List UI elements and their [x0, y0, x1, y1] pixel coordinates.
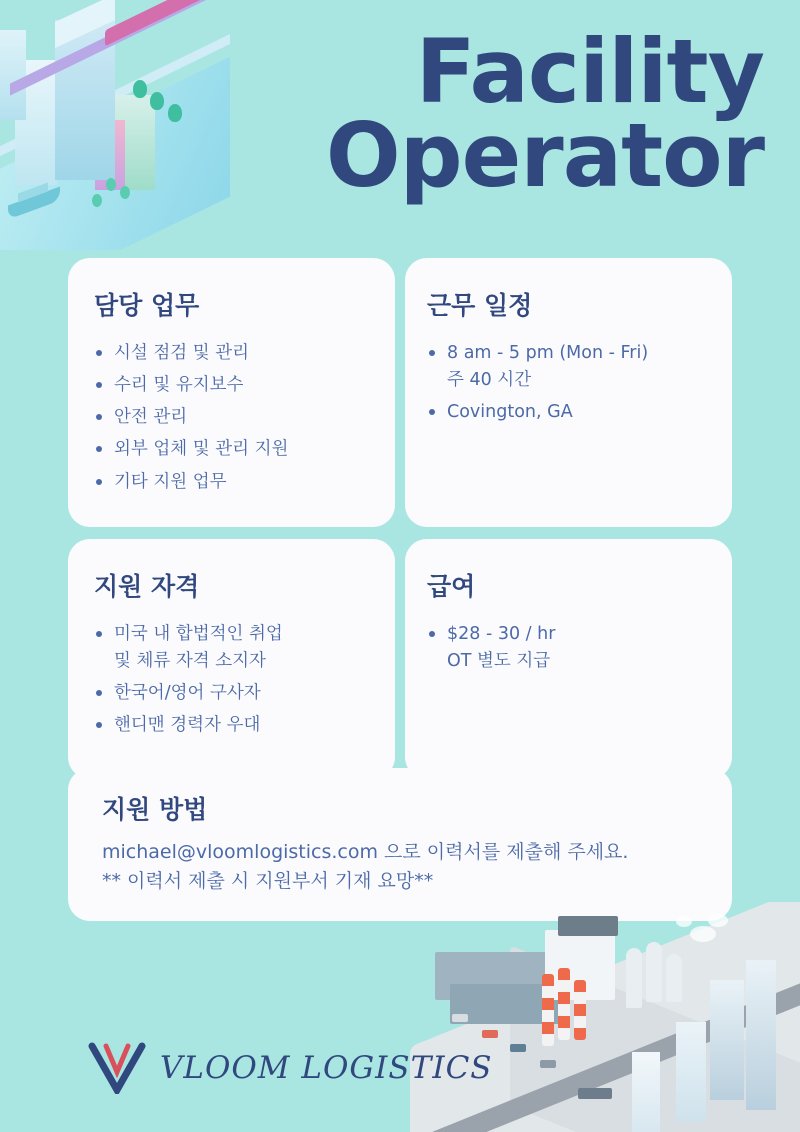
factory-roof: [558, 916, 618, 936]
list-item: 시설 점검 및 관리: [94, 340, 369, 367]
smokestack-icon: [558, 968, 570, 1040]
shrub-icon: [92, 194, 102, 207]
vloom-v-mark-icon: [88, 1042, 146, 1094]
card-qualifications-heading: 지원 자격: [94, 571, 200, 601]
vehicle-icon: [510, 1044, 526, 1052]
card-qualifications: [68, 539, 395, 779]
building-small: [0, 30, 26, 120]
list-item: 안전 관리: [94, 404, 369, 431]
info-card-grid: [68, 258, 732, 779]
list-item: [427, 340, 706, 394]
card-duties-heading: 담당 업무: [94, 291, 200, 320]
card-apply: [68, 768, 732, 921]
smoke-puff: [676, 916, 692, 927]
vehicle-icon: [482, 1030, 498, 1038]
logo-wordmark: VLOOM LOGISTICS: [160, 1050, 493, 1086]
card-apply-heading: 지원 방법: [102, 795, 208, 824]
list-item: 외부 업체 및 관리 지원: [94, 436, 369, 463]
card-qualifications-list: [94, 621, 369, 740]
vehicle-icon: [540, 1060, 556, 1068]
list-item: [427, 621, 706, 675]
card-schedule: [405, 258, 732, 527]
smokestack-icon: [574, 980, 586, 1040]
office-tower: [632, 1052, 660, 1132]
card-pay-list: [427, 621, 706, 675]
card-schedule-list: [427, 340, 706, 426]
card-duties-list: [94, 340, 369, 496]
office-tower: [710, 980, 744, 1100]
card-pay-heading: 급여: [427, 571, 476, 601]
list-item: 핸디맨 경력자 우대: [94, 712, 369, 739]
silo-icon: [626, 948, 642, 1008]
decorative-city-illustration-bottom: [390, 902, 800, 1132]
smokestack-icon: [542, 974, 554, 1046]
office-tower: [676, 1022, 706, 1122]
card-schedule-heading: 근무 일정: [427, 291, 533, 320]
list-item: 한국어/영어 구사자: [94, 680, 369, 707]
smoke-puff: [708, 914, 728, 927]
silo-icon: [666, 954, 682, 1002]
list-item-text: 미국 내 합법적인 취업: [114, 623, 283, 644]
silo-icon: [646, 942, 662, 1002]
list-item-text: $28 - 30 / hr: [447, 623, 556, 644]
smoke-puff: [690, 926, 716, 942]
vehicle-icon: [452, 1014, 468, 1022]
office-tower: [746, 960, 776, 1110]
logo: [88, 1042, 493, 1094]
list-item-subtext: OT 별도 지급: [447, 650, 551, 671]
shrub-icon: [106, 178, 116, 191]
poster-title: [144, 20, 764, 207]
title-line-2: Operator: [325, 103, 764, 207]
list-item-subtext: 및 체류 자격 소지자: [114, 650, 266, 671]
apply-instruction-line-1: michael@vloomlogistics.com 으로 이력서를 제출해 주세요.: [102, 841, 629, 863]
list-item: [94, 621, 369, 675]
vehicle-icon: [578, 1088, 612, 1099]
list-item: Covington, GA: [427, 399, 706, 426]
apply-instruction-line-2: ** 이력서 제출 시 지원부서 기재 요망**: [102, 869, 434, 892]
list-item: 수리 및 유지보수: [94, 372, 369, 399]
list-item: 기타 지원 업무: [94, 469, 369, 496]
title-line-1: Facility: [415, 20, 764, 123]
card-duties: [68, 258, 395, 527]
card-pay: [405, 539, 732, 779]
list-item-text: 8 am - 5 pm (Mon - Fri): [447, 343, 649, 363]
shrub-icon: [120, 186, 130, 199]
list-item-subtext: 주 40 시간: [447, 370, 532, 391]
